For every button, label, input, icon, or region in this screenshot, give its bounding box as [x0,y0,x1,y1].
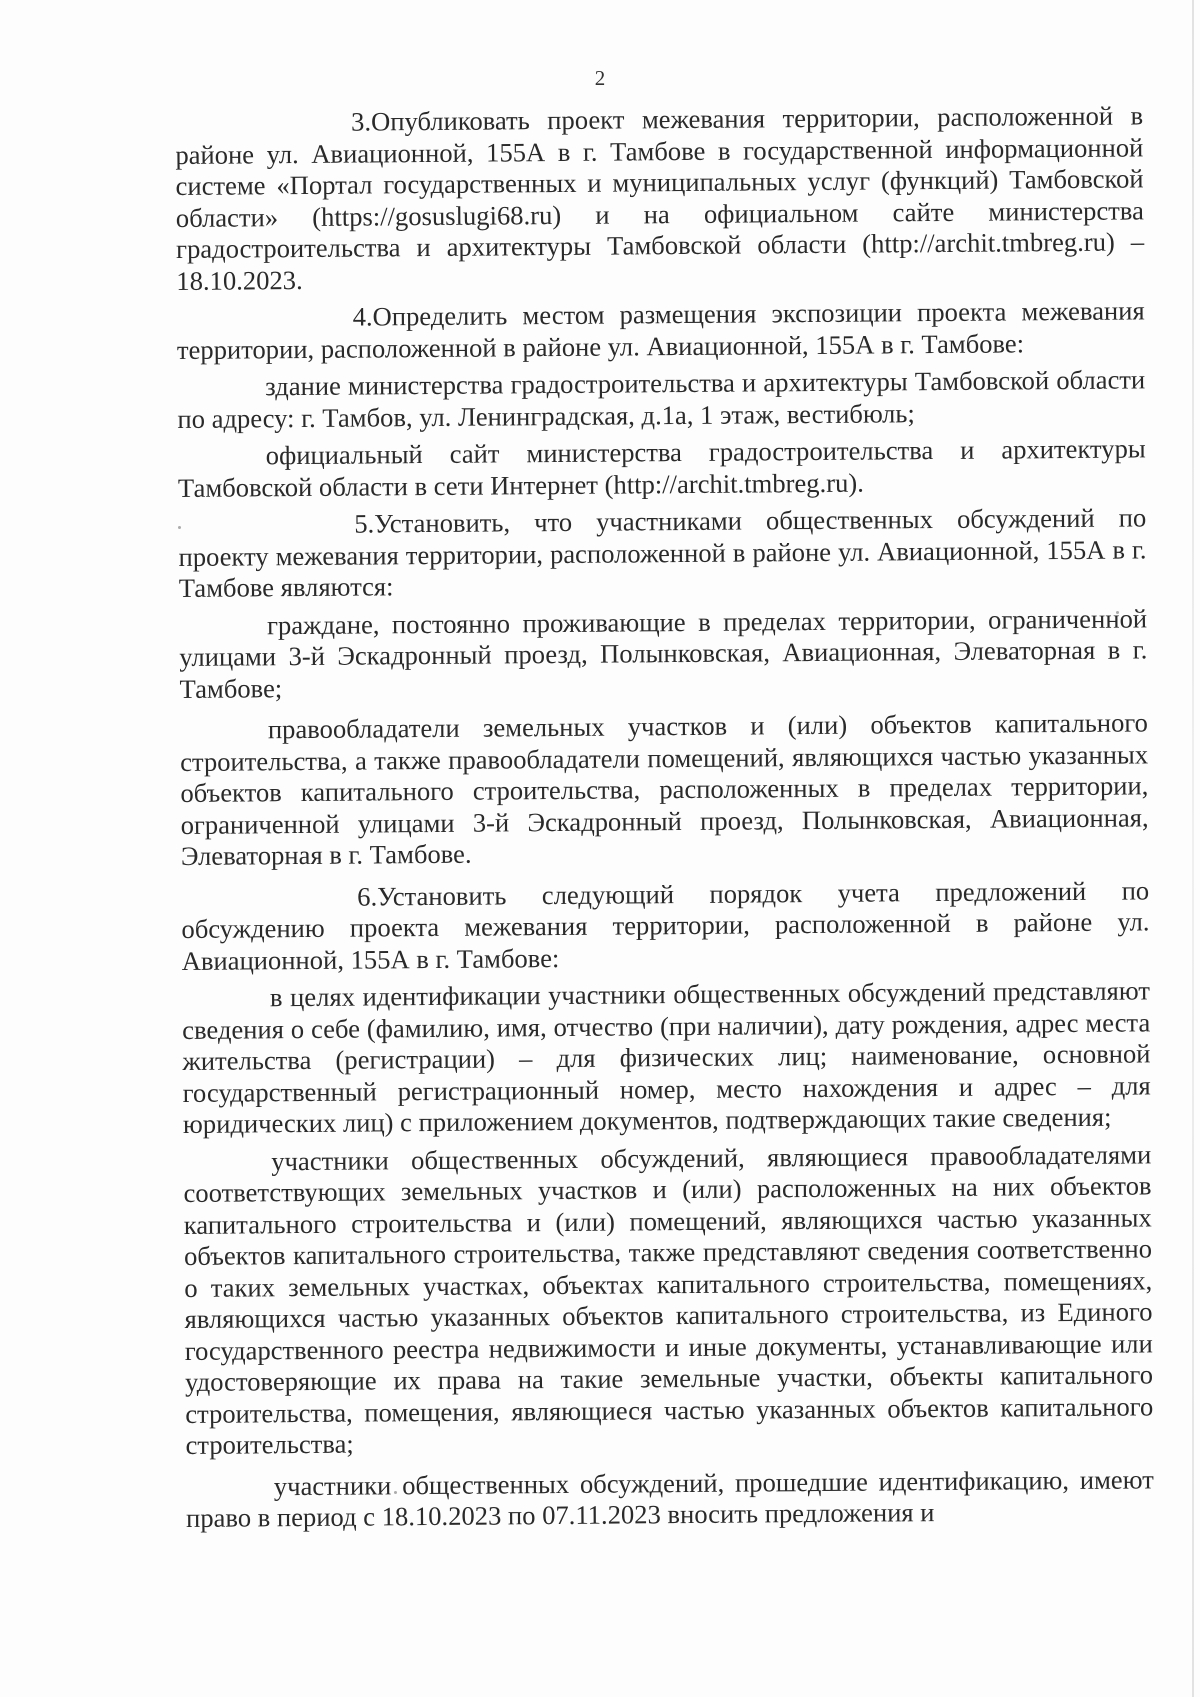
paragraph-identification [182,975,1151,1140]
paragraph-number: 4. [352,301,373,332]
paragraph-text: Установить, что участниками общественных обсуждений по проекту межевания территории, расположенной в районе ул. Авиационной, 155А в г. Тамбове являются: [178,502,1147,603]
paragraph-proposals [186,1464,1154,1535]
paragraph-rights-holders [183,1139,1153,1462]
paragraph-item-5 [178,502,1147,604]
paragraph-text: Определить местом размещения экспозиции проекта межевания территории, расположенной в районе ул. Авиационной, 155А в г. Тамбове: [176,295,1145,365]
document-body [175,100,1154,1540]
paragraph-number: 5. [354,508,375,539]
paragraph-item-4 [177,295,1145,366]
paragraph-text: участники общественных обсуждений, прошедшие идентификацию, имеют право в период с 18.10.2023 по 07.11.2023 вносить предложения и [185,1463,1154,1533]
paragraph-text: в целях идентификации участники общественных обсуждений представляют сведения о себе (фамилию, имя, отчество (при наличии), дату рождения, адрес места жительства (регистрации) – для физических лиц; наименование, основной государственный регистрационный номер, место нахождения и адрес – для юридических лиц) с приложением документов, подтверждающих такие сведения; [182,975,1151,1139]
paragraph-item-3 [175,100,1144,297]
paragraph-participants-owners [180,707,1149,872]
paragraph-text: граждане, постоянно проживающие в пределах территории, ограниченной улицами 3-й Эскадронный проезд, Полынковская, Авиационная, Элеваторная в г. Тамбове; [179,602,1148,704]
paragraph-number: 3. [350,106,372,137]
paragraph-text: Установить следующий порядок учета предложений по обсуждению проекта межевания территории, расположенной в районе ул. Авиационной, 155А в г. Тамбове: [181,874,1150,976]
paragraph-exposition-website [178,433,1146,504]
paragraph-text: здание министерства градостроительства и архитектуры Тамбовской области по адресу: г. Тамбов, ул. Ленинградская, д.1а, 1 этаж, вестибюль; [177,364,1146,434]
paragraph-number: 6. [357,880,378,912]
page-number: 2 [594,66,606,90]
paragraph-text: Опубликовать проект межевания территории, расположенной в районе ул. Авиационной, 155А в г. Тамбове в государственной информационной системе «Портал государственных и муниципальных услуг (функций) Тамбовской области» (https://gosuslugi68.ru) и на официальном сайте министерства градостроительства и архитектуры Тамбовской области (http://archit.tmbreg.ru) – 18.10.2023. [175,100,1145,296]
paragraph-text: официальный сайт министерства градостроительства и архитектуры Тамбовской области в сети Интернет (http://archit.tmbreg.ru). [177,433,1146,503]
paragraph-text: правообладатели земельных участков и (или) объектов капитального строительства, а также правообладатели помещений, являющихся частью указанных объектов капитального строительства, расположенных в пределах территории, ограниченной улицами 3-й Эскадронный проезд, Полынковская, Авиационная, Элеваторная в г. Тамбове. [180,707,1149,871]
paragraph-text: участники общественных обсуждений, являющиеся правообладателями соответствующих земельных участков и (или) расположенных на них объектов капитального строительства и (или) помещений, являющихся частью указанных объектов капитального строительства, также представляют сведения соответственно о таких земельных участках, объектах капитального строительства, помещениях, являющихся частью указанных объектов капитального строительства, из Единого государственного реестра недвижимости и иные документы, устанавливающие или удостоверяющие их права на такие земельные участки, объекты капитального строительства, помещения, являющиеся частью указанных объектов капитального строительства; [183,1138,1154,1460]
scan-edge [1192,0,1194,1697]
paragraph-item-6 [181,875,1150,977]
paragraph-participants-citizens [179,603,1148,705]
paragraph-exposition-building [177,364,1145,435]
